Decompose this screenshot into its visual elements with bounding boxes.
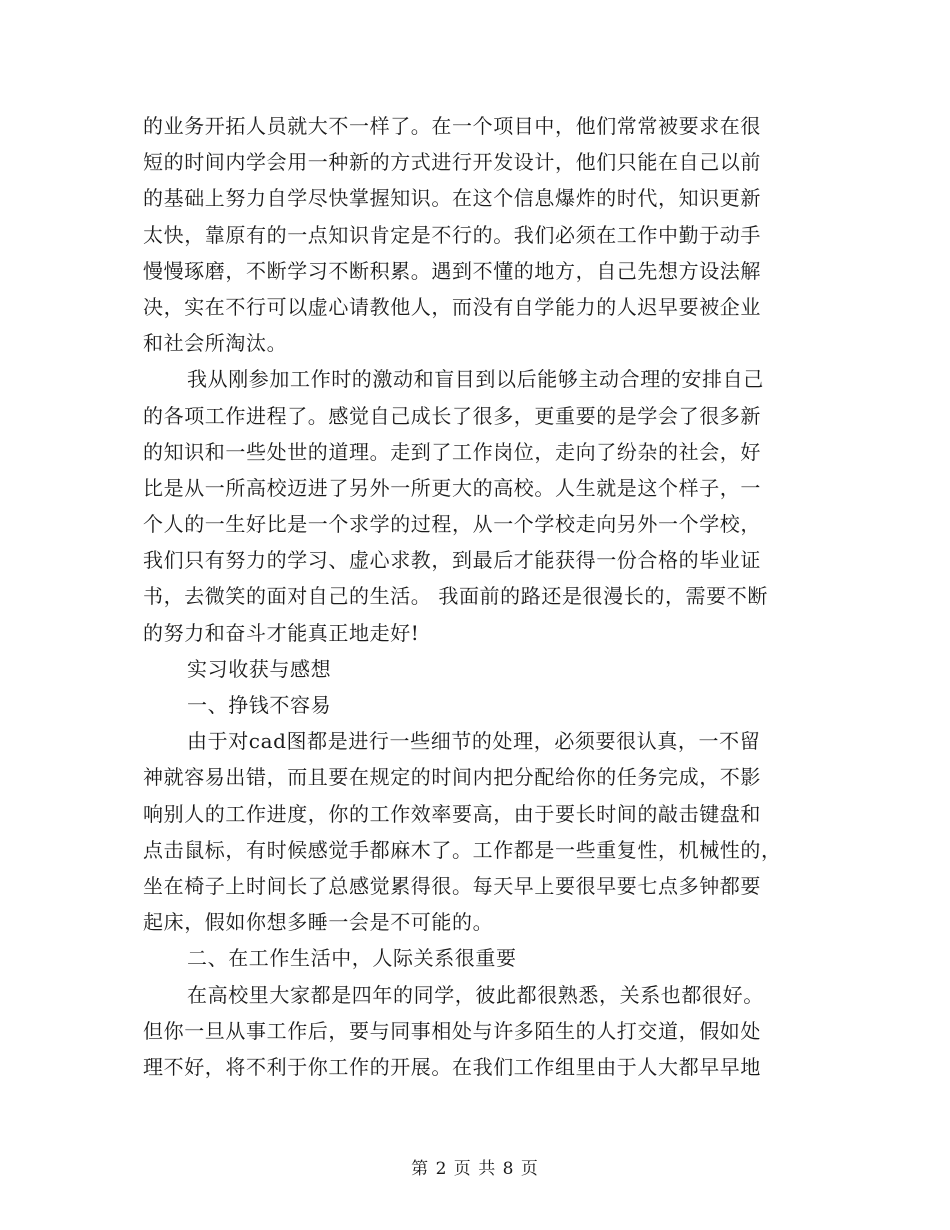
subsection-heading: 二、在工作生活中，人际关系很重要 xyxy=(187,946,517,971)
text-line: 我们只有努力的学习、虚心求教，到最后才能获得一份合格的毕业证 xyxy=(143,548,761,573)
section-heading: 实习收获与感想 xyxy=(187,656,332,681)
paragraph-first-line: 由于对cad图都是进行一些细节的处理，必须要很认真，一不留 xyxy=(187,729,761,754)
text-line: 神就容易出错，而且要在规定的时间内把分配给你的任务完成，不影 xyxy=(143,765,761,790)
text-line: 起床，假如你想多睡一会是不可能的。 xyxy=(143,910,494,935)
text-line: 理不好，将不利于你工作的开展。在我们工作组里由于人大都早早地 xyxy=(143,1054,761,1079)
text-line: 太快，靠原有的一点知识肯定是不行的。我们必须在工作中勤于动手 xyxy=(143,222,761,247)
text-line: 的基础上努力自学尽快掌握知识。在这个信息爆炸的时代，知识更新 xyxy=(143,186,761,211)
text-line: 慢慢琢磨，不断学习不断积累。遇到不懂的地方，自己先想方设法解 xyxy=(143,258,761,283)
text-line: 的业务开拓人员就大不一样了。在一个项目中，他们常常被要求在很 xyxy=(143,114,761,138)
text-line: 短的时间内学会用一种新的方式进行开发设计，他们只能在自己以前 xyxy=(143,150,761,175)
subsection-heading: 一、挣钱不容易 xyxy=(187,693,332,717)
paragraph-first-line: 在高校里大家都是四年的同学，彼此都很熟悉，关系也都很好。 xyxy=(187,982,764,1007)
document-body xyxy=(143,108,803,1085)
text-line: 坐在椅子上时间长了总感觉累得很。每天早上要很早要七点多钟都要 xyxy=(143,873,761,898)
text-line: 书，去微笑的面对自己的生活。 我面前的路还是很漫长的，需要不断 xyxy=(143,584,768,609)
text-line: 的努力和奋斗才能真正地走好! xyxy=(143,620,420,645)
text-line: 点击鼠标，有时候感觉手都麻木了。工作都是一些重复性，机械性的， xyxy=(143,837,782,862)
text-line: 的各项工作进程了。感觉自己成长了很多，更重要的是学会了很多新 xyxy=(143,403,761,428)
text-line: 但你一旦从事工作后，要与同事相处与许多陌生的人打交道，假如处 xyxy=(143,1018,761,1043)
text-line: 响别人的工作进度，你的工作效率要高，由于要长时间的敲击键盘和 xyxy=(143,801,761,826)
text-line: 个人的一生好比是一个求学的过程，从一个学校走向另外一个学校， xyxy=(143,512,761,537)
paragraph-first-line: 我从刚参加工作时的激动和盲目到以后能够主动合理的安排自己 xyxy=(187,367,764,392)
page-number-footer: 第 2 页 共 8 页 xyxy=(411,1159,539,1179)
text-line: 决，实在不行可以虚心请教他人，而没有自学能力的人迟早要被企业 xyxy=(143,294,761,319)
text-line: 比是从一所高校迈进了另外一所更大的高校。人生就是这个样子，一 xyxy=(143,475,761,500)
text-line: 的知识和一些处世的道理。走到了工作岗位，走向了纷杂的社会，好 xyxy=(143,439,761,464)
text-line: 和社会所淘汰。 xyxy=(143,331,288,356)
